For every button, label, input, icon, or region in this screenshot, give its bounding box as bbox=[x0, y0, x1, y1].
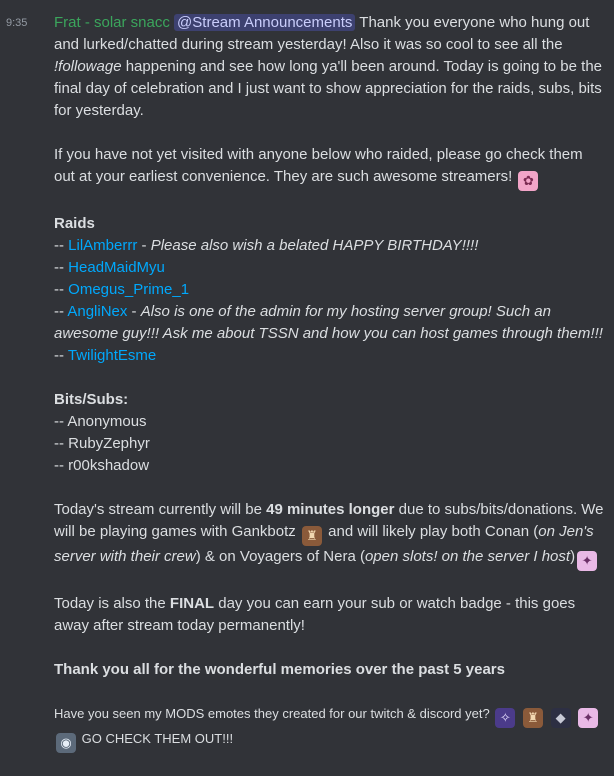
thanks-paragraph bbox=[54, 659, 604, 681]
raids-heading: Raids bbox=[54, 215, 95, 232]
stream-duration: 49 minutes longer bbox=[266, 501, 395, 518]
streamer-emoji-icon[interactable]: ✿ bbox=[518, 171, 538, 191]
raid-separator: - bbox=[137, 237, 151, 254]
mods-paragraph bbox=[54, 703, 604, 753]
bits-item: -- Anonymous bbox=[54, 413, 147, 430]
stream-paragraph bbox=[54, 499, 604, 571]
raid-note: Also is one of the admin for my hosting server group! Such an awesome guy!!! Ask me about TSSN and how you can host games through them!!! bbox=[54, 303, 603, 342]
raid-line bbox=[54, 301, 604, 345]
raid-separator: - bbox=[127, 303, 141, 320]
raider-link-twilightesme[interactable]: TwilightEsme bbox=[67, 347, 157, 364]
stream-text-e: ) bbox=[570, 548, 576, 565]
gankbotz-emoji-icon[interactable]: ♜ bbox=[523, 708, 543, 728]
role-mention[interactable]: @Stream Announcements bbox=[174, 14, 355, 31]
raider-link-omegus-prime-1[interactable]: Omegus_Prime_1 bbox=[68, 281, 190, 298]
bits-heading: Bits/Subs: bbox=[54, 391, 129, 408]
gankbotz-emoji-icon[interactable]: ♜ bbox=[302, 526, 322, 546]
followage-command: !followage bbox=[54, 58, 122, 75]
bits-item: -- r00kshadow bbox=[54, 457, 150, 474]
final-text-a: Today is also the bbox=[54, 595, 166, 612]
raid-prefix: -- bbox=[54, 303, 68, 320]
fairy-emoji-icon[interactable]: ✦ bbox=[577, 551, 597, 571]
final-bold: FINAL bbox=[169, 595, 215, 612]
thanks-text: Thank you all for the wonderful memories over the past 5 years bbox=[54, 661, 505, 678]
intro-text-1: Thank you everyone who hung out and lurked/chatted during stream yesterday! Also it was so cool to see all the bbox=[54, 14, 590, 53]
stream-text-d: ) & on Voyagers of Nera ( bbox=[195, 548, 365, 565]
raid-prefix: -- bbox=[54, 281, 69, 298]
conan-note: on Jen's server with their crew bbox=[54, 523, 594, 565]
fairy-emoji-icon[interactable]: ✦ bbox=[578, 708, 598, 728]
check-text: GO CHECK THEM OUT!!! bbox=[81, 731, 234, 746]
mask-emoji-icon[interactable]: ◆ bbox=[551, 708, 571, 728]
bits-section bbox=[54, 389, 604, 477]
raid-prefix: -- bbox=[54, 347, 68, 364]
raid-note: Please also wish a belated HAPPY BIRTHDAY!!!! bbox=[150, 237, 479, 254]
raid-line bbox=[54, 257, 604, 279]
astronaut-emoji-icon[interactable]: ◉ bbox=[56, 733, 76, 753]
raider-link-headmaidmyu[interactable]: HeadMaidMyu bbox=[68, 259, 165, 276]
raider-link-anglinex[interactable]: AngliNex bbox=[67, 303, 128, 320]
final-text-b: day you can earn your sub or watch badge - this goes away after stream today permanently! bbox=[54, 595, 576, 634]
message-author[interactable]: Frat - solar snacc bbox=[54, 14, 170, 31]
raider-link-lilamberrr[interactable]: LilAmberrr bbox=[68, 237, 138, 254]
bits-item: -- RubyZephyr bbox=[54, 435, 150, 452]
raid-line bbox=[54, 279, 604, 301]
raid-prefix: -- bbox=[54, 259, 69, 276]
visit-text: If you have not yet visited with anyone below who raided, please go check them out at your earliest convenience. They are such awesome streamers! bbox=[54, 146, 583, 185]
message-timestamp[interactable]: 9:35 bbox=[6, 17, 28, 29]
raid-line bbox=[54, 235, 604, 257]
galaxy-emoji-icon[interactable]: ✧ bbox=[495, 708, 515, 728]
stream-text-c: and will likely play both Conan ( bbox=[328, 523, 539, 540]
nera-note: open slots! on the server I host bbox=[364, 548, 571, 565]
raid-line bbox=[54, 345, 604, 367]
raids-section bbox=[54, 213, 604, 367]
stream-text-b: due to subs/bits/donations. We will be playing games with Gankbotz bbox=[54, 501, 604, 540]
stream-text-a: Today's stream currently will be bbox=[54, 501, 262, 518]
raid-prefix: -- bbox=[54, 237, 69, 254]
mods-text: Have you seen my MODS emotes they created for our twitch & discord yet? bbox=[54, 706, 490, 721]
message-intro bbox=[54, 12, 604, 122]
intro-text-2: happening and see how long ya'll been around. Today is going to be the final day of celebration and I just want to show appreciation for the raids, subs, bits for yesterday. bbox=[54, 58, 603, 119]
visit-paragraph bbox=[54, 144, 604, 191]
final-paragraph bbox=[54, 593, 604, 637]
